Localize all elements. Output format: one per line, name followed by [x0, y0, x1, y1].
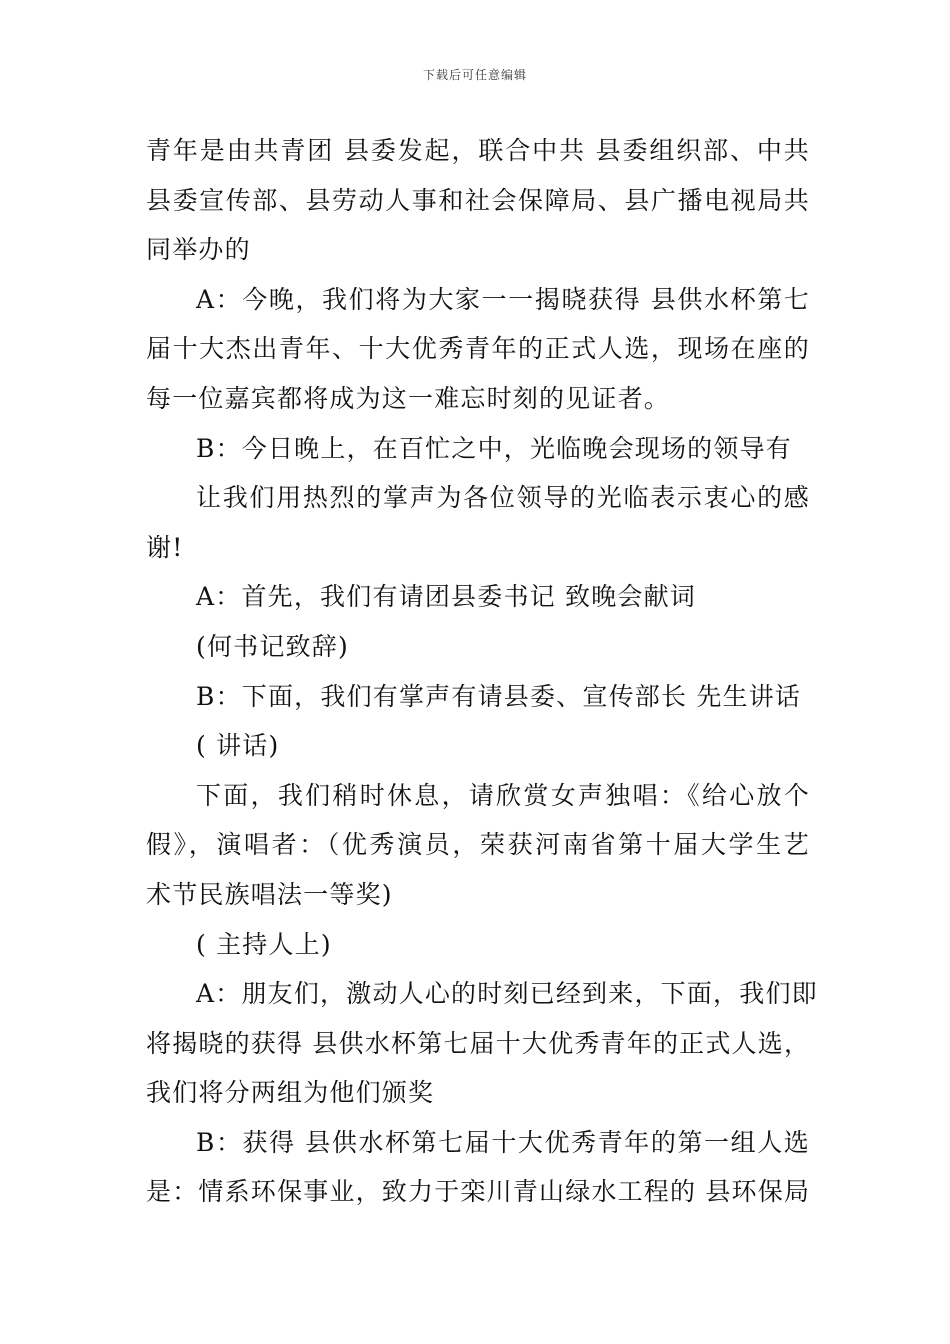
header-note: 下载后可任意编辑: [422, 68, 527, 82]
text-line: 下面，我们稍时休息，请欣赏女声独唱：《给心放个: [196, 780, 810, 810]
text-line: ( 主持人上): [196, 929, 332, 959]
text-line: B：下面，我们有掌声有请县委、宣传部长 先生讲话: [196, 681, 802, 711]
text-line: A：朋友们，激动人心的时刻已经到来，下面，我们即: [196, 979, 818, 1009]
text-line: A：首先，我们有请团县委书记 致晚会献词: [196, 582, 697, 612]
document-body: [146, 126, 818, 1217]
text-line: 同举办的: [146, 235, 251, 265]
text-line: 县委宣传部、县劳动人事和社会保障局、县广播电视局共: [146, 185, 810, 215]
text-line: 是：情系环保事业，致力于栾川青山绿水工程的 县环保局: [146, 1177, 811, 1207]
text-line: ( 讲话): [196, 731, 280, 761]
text-line: 我们将分两组为他们颁奖: [146, 1078, 435, 1108]
text-line: (何书记致辞): [196, 631, 349, 661]
text-line: B：今日晚上，在百忙之中，光临晚会现场的领导有: [196, 433, 792, 463]
text-line: 届十大杰出青年、十大优秀青年的正式人选，现场在座的: [146, 334, 810, 364]
text-line: 每一位嘉宾都将成为这一难忘时刻的见证者。: [146, 383, 671, 413]
text-line: 假》，演唱者：（优秀演员，荣获河南省第十届大学生艺: [146, 830, 810, 860]
text-line: 将揭晓的获得 县供水杯第七届十大优秀青年的正式人选，: [146, 1028, 811, 1058]
text-line: A：今晚，我们将为大家一一揭晓获得 县供水杯第七: [196, 284, 810, 314]
text-line: 青年是由共青团 县委发起，联合中共 县委组织部、中共: [146, 136, 810, 165]
text-line: 让我们用热烈的掌声为各位领导的光临表示衷心的感: [196, 483, 810, 513]
text-line: 谢!: [146, 532, 184, 562]
text-line: 术节民族唱法一等奖): [146, 879, 393, 909]
text-line: B：获得 县供水杯第七届十大优秀青年的第一组人选: [196, 1127, 810, 1157]
